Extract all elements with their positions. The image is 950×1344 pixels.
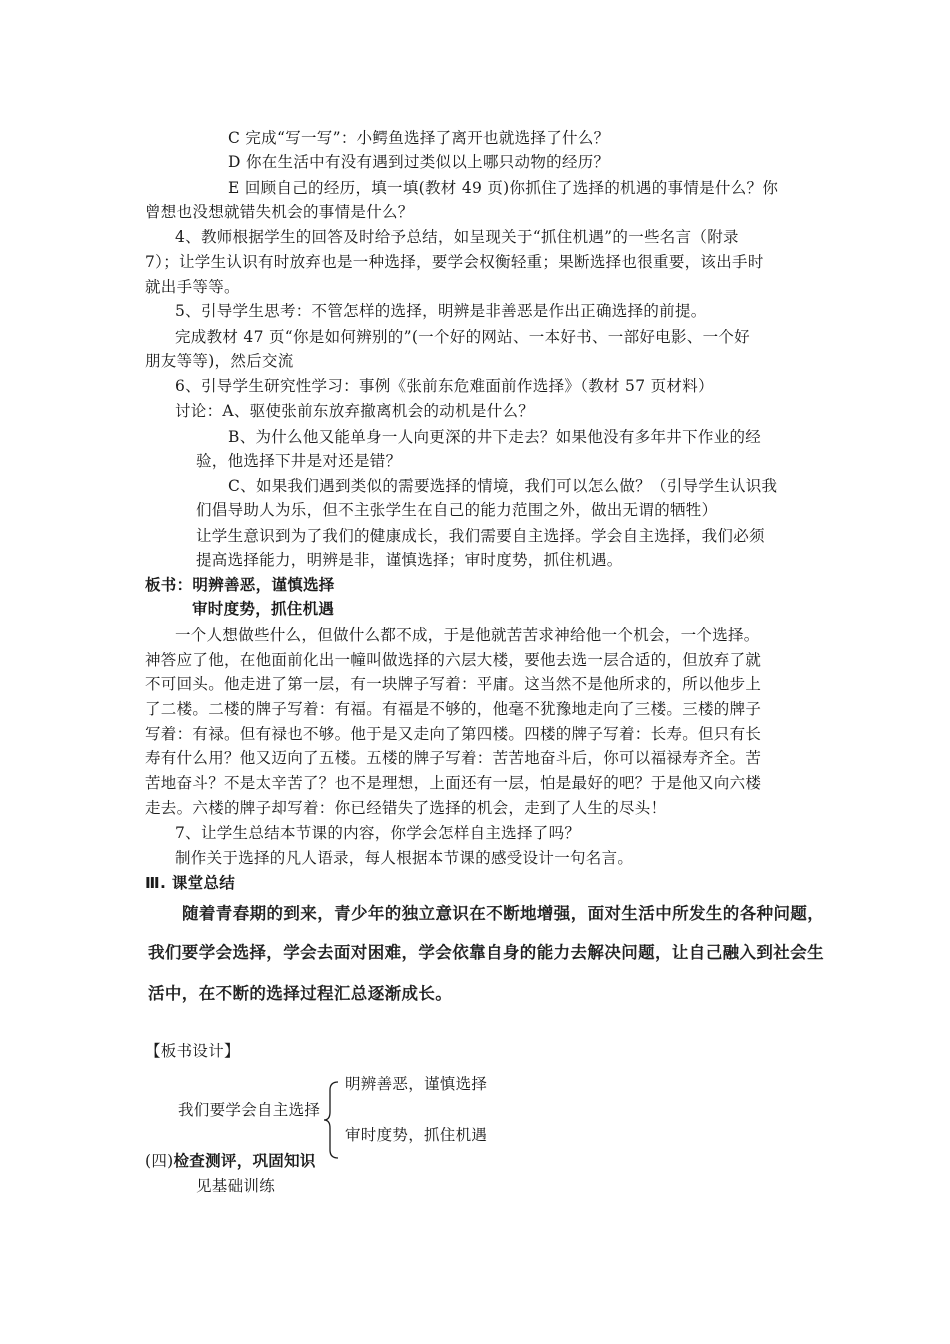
board-title: 板书：明辨善恶，谨慎选择 [145, 576, 335, 594]
discussion-b: B、为什么他又能单身一人向更深的井下走去？如果他没有多年井下作业的经 [228, 428, 762, 446]
story-line-2: 神答应了他，在他面前化出一幢叫做选择的六层大楼，要他去选一层合适的，但放弃了就 [145, 651, 762, 669]
board-design-branch-1: 明辨善恶，谨慎选择 [345, 1075, 488, 1093]
discussion-c: C、如果我们遇到类似的需要选择的情境，我们可以怎么做？（引导学生认识我 [228, 477, 778, 495]
point-6: 6、引导学生研究性学习：事例《张前东危难面前作选择》（教材 57 页材料） [175, 377, 714, 395]
point-4: 4、教师根据学生的回答及时给予总结，如呈现关于“抓住机遇”的一些名言（附录 [175, 228, 739, 246]
section-four-title: 检查测评，巩固知识 [173, 1152, 316, 1170]
board-design-heading: 【板书设计】 [145, 1042, 240, 1060]
point-4-cont-1: 7）；让学生认识有时放弃也是一种选择，要学会权衡轻重；果断选择也很重要，该出手时 [145, 253, 764, 271]
basic-training: 见基础训练 [196, 1177, 276, 1195]
point-7: 7、让学生总结本节课的内容，你学会怎样自主选择了吗？ [175, 824, 581, 842]
summary-line-2: 我们要学会选择，学会去面对困难，学会依靠自身的能力去解决问题，让自己融入到社会生 [148, 943, 824, 962]
conclusion-2: 提高选择能力，明辨是非，谨慎选择；审时度势，抓住机遇。 [196, 551, 623, 569]
step-c-write: C 完成“写一写”：小鳄鱼选择了离开也就选择了什么？ [228, 129, 610, 147]
step-e-review: E 回顾自己的经历，填一填(教材 49 页)你抓住了选择的机遇的事情是什么？你 [228, 179, 779, 197]
story-line-6: 寿有什么用？他又迈向了五楼。五楼的牌子写着：苦苦地奋斗后，你可以福禄寿齐全。苦 [145, 749, 762, 767]
curly-brace-icon [322, 1080, 340, 1160]
summary-line-3: 活中，在不断的选择过程汇总逐渐成长。 [148, 984, 453, 1003]
section-summary-heading: Ⅲ. 课堂总结 [145, 874, 236, 892]
discussion-c-cont: 们倡导助人为乐，但不主张学生在自己的能力范围之外，做出无谓的牺牲） [196, 501, 718, 519]
point-7-task: 制作关于选择的凡人语录，每人根据本节课的感受设计一句名言。 [175, 849, 634, 867]
story-line-7: 苦地奋斗？不是太辛苦了？也不是理想，上面还有一层，怕是最好的吧？于是他又向六楼 [145, 774, 762, 792]
conclusion-1: 让学生意识到为了我们的健康成长，我们需要自主选择。学会自主选择，我们必须 [196, 527, 765, 545]
story-line-4: 了二楼。二楼的牌子写着：有福。有福是不够的，他毫不犹豫地走向了三楼。三楼的牌子 [145, 700, 762, 718]
section-four-number: (四) [145, 1152, 174, 1170]
story-line-5: 写着：有禄。但有禄也不够。他于是又走向了第四楼。四楼的牌子写着：长寿。但只有长 [145, 725, 762, 743]
point-4-cont-2: 就出手等等。 [145, 278, 240, 296]
discussion-b-cont: 验，他选择下井是对还是错？ [196, 452, 402, 470]
board-title-2: 审时度势，抓住机遇 [192, 600, 335, 618]
step-d-experience: D 你在生活中有没有遇到过类似以上哪只动物的经历？ [228, 153, 610, 171]
story-line-8: 走去。六楼的牌子却写着：你已经错失了选择的机会，走到了人生的尽头！ [145, 799, 667, 817]
summary-line-1: 随着青春期的到来，青少年的独立意识在不断地增强，面对生活中所发生的各种问题， [182, 904, 825, 923]
board-design-branch-2: 审时度势，抓住机遇 [345, 1126, 488, 1144]
board-design-root: 我们要学会自主选择 [178, 1101, 321, 1119]
point-5-textbook-cont: 朋友等等)，然后交流 [145, 352, 294, 370]
story-line-1: 一个人想做些什么，但做什么都不成，于是他就苦苦求神给他一个机会，一个选择。 [175, 626, 760, 644]
step-e-review-cont: 曾想也没想就错失机会的事情是什么？ [145, 203, 414, 221]
discussion-a: 讨论：A、驱使张前东放弃撤离机会的动机是什么？ [175, 402, 535, 420]
section-four [145, 1150, 316, 1172]
story-line-3: 不可回头。他走进了第一层，有一块牌子写着：平庸。这当然不是他所求的，所以他步上 [145, 675, 762, 693]
point-5: 5、引导学生思考：不管怎样的选择，明辨是非善恶是作出正确选择的前提。 [175, 302, 707, 320]
point-5-textbook: 完成教材 47 页“你是如何辨别的”(一个好的网站、一本好书、一部好电影、一个好 [175, 328, 750, 346]
